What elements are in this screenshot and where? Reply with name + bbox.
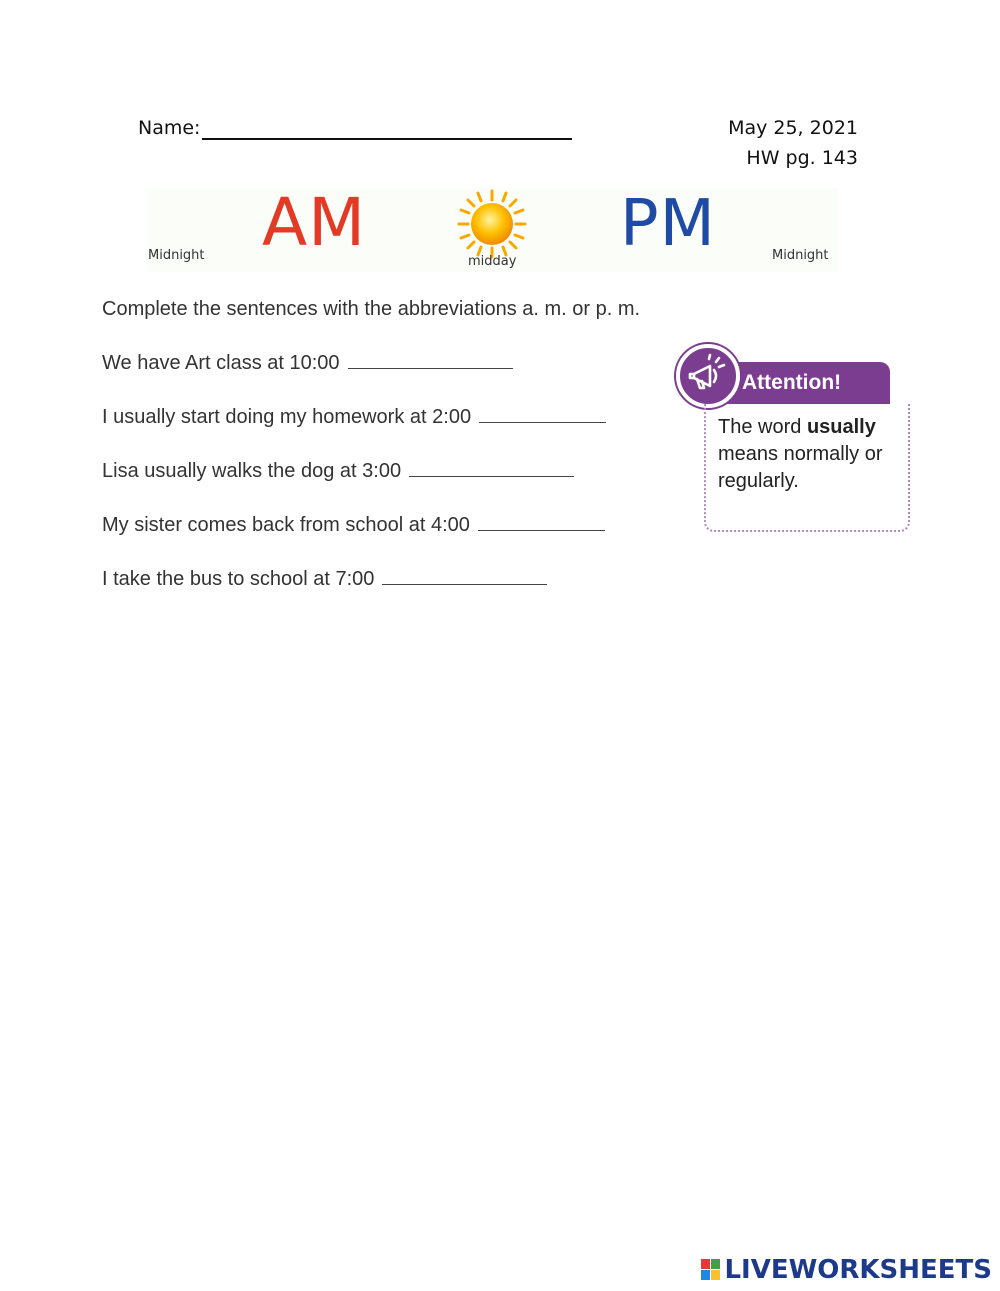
name-label: Name: bbox=[138, 117, 201, 139]
instruction-text: Complete the sentences with the abbreviations a. m. or p. m. bbox=[102, 298, 641, 320]
sentence-text: My sister comes back from school at 4:00 bbox=[102, 514, 470, 536]
sentence-text: I take the bus to school at 7:00 bbox=[102, 568, 375, 590]
sentence-item bbox=[102, 460, 574, 483]
sentence-item bbox=[102, 352, 513, 375]
sun-icon bbox=[456, 188, 528, 260]
sentence-item bbox=[102, 406, 606, 429]
liveworksheets-brand bbox=[701, 1255, 992, 1285]
sentence-text: Lisa usually walks the dog at 3:00 bbox=[102, 460, 402, 482]
pm-label: PM bbox=[620, 187, 716, 261]
midnight-right-label: Midnight bbox=[772, 248, 829, 263]
attention-body-pre: The word bbox=[718, 416, 802, 438]
sentence-text: I usually start doing my homework at 2:00 bbox=[102, 406, 472, 428]
midnight-left-label: Midnight bbox=[148, 248, 205, 263]
date-text: May 25, 2021 bbox=[728, 117, 858, 139]
answer-blank[interactable] bbox=[479, 408, 606, 423]
homework-reference: HW pg. 143 bbox=[746, 147, 858, 169]
sentence-item bbox=[102, 568, 547, 591]
attention-body bbox=[718, 414, 908, 495]
attention-title: Attention! bbox=[742, 371, 842, 394]
answer-blank[interactable] bbox=[478, 516, 605, 531]
megaphone-icon bbox=[676, 344, 740, 408]
liveworksheets-brand-text: LIVEWORKSHEETS bbox=[724, 1255, 992, 1285]
answer-blank[interactable] bbox=[409, 462, 574, 477]
midday-label: midday bbox=[468, 254, 517, 269]
attention-body-post: means normally or regularly. bbox=[718, 443, 883, 492]
attention-box bbox=[676, 344, 916, 539]
attention-body-bold: usually bbox=[806, 416, 876, 438]
sentence-item bbox=[102, 514, 605, 537]
answer-blank[interactable] bbox=[382, 570, 547, 585]
am-label: AM bbox=[262, 184, 367, 261]
liveworksheets-logo-icon bbox=[701, 1259, 721, 1281]
name-input-line[interactable] bbox=[202, 138, 572, 140]
answer-blank[interactable] bbox=[348, 354, 513, 369]
sentence-text: We have Art class at 10:00 bbox=[102, 352, 340, 374]
